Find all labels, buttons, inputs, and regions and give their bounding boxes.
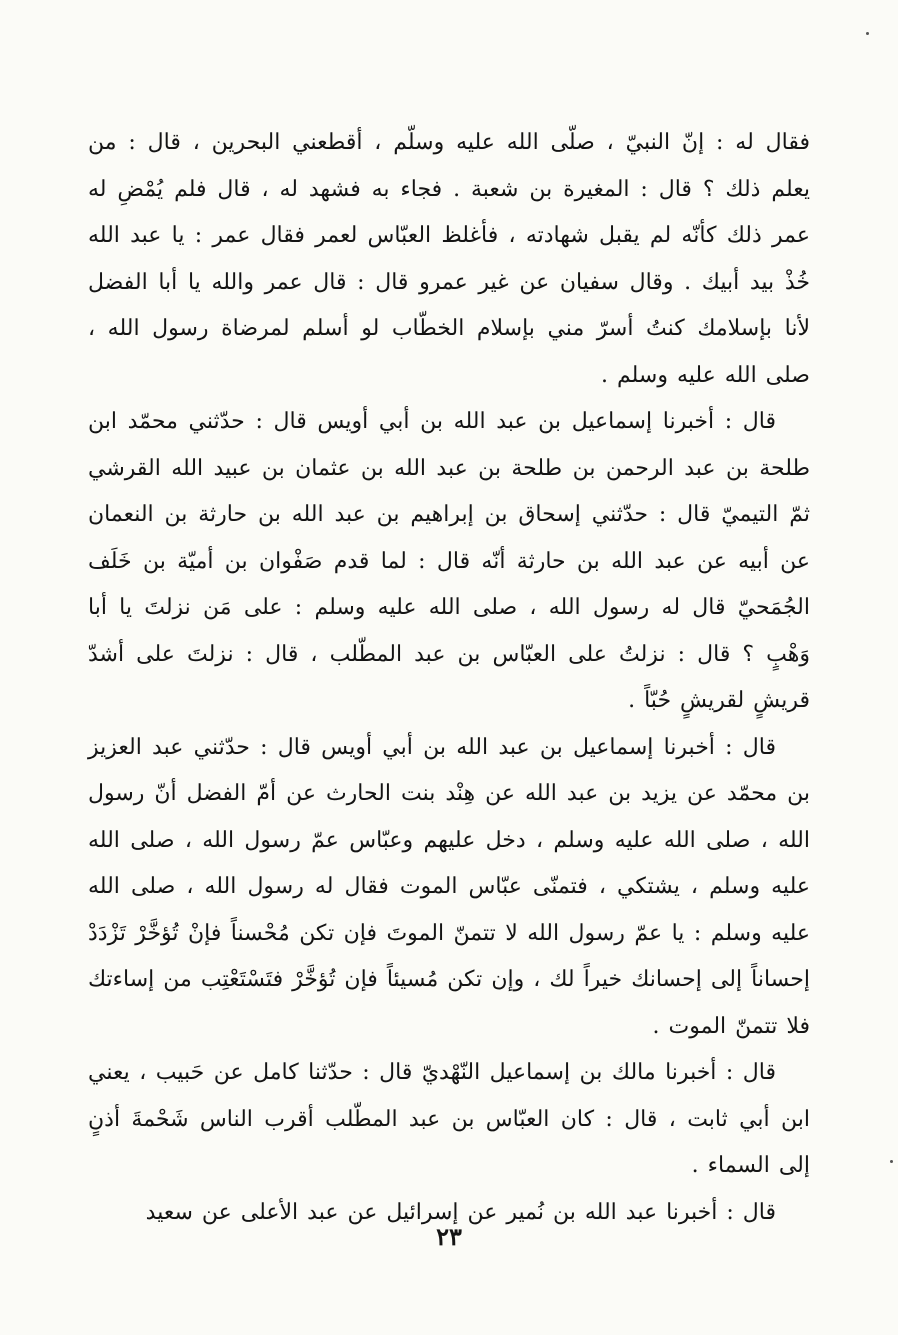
page-body — [88, 120, 810, 1225]
paragraph-3: قال : أخبرنا إسماعيل بن عبد الله بن أبي أويس قال : حدّثني عبد العزيز بن محمّد عن يزيد بن عبد الله عن هِنْد بنت الحارث عن أمّ الفضل أنّ رسول الله ، صلى الله عليه وسلم ، دخل عليهم وعبّاس عمّ رسول الله ، صلى الله عليه وسلم ، يشتكي ، فتمنّى عبّاس الموت فقال له رسول الله ، صلى الله عليه وسلم : يا عمّ رسول الله لا تتمنّ الموتَ فإن تكن مُحْسناً فإنْ تُؤخَّرْ تَزْدَدْ إحساناً إلى إحسانك خيراً لك ، وإن تكن مُسيئاً فإن تُؤخَّرْ فتَسْتَعْتِب من إساءتك فلا تتمنّ الموت . — [88, 734, 810, 1039]
paragraph-2: قال : أخبرنا إسماعيل بن عبد الله بن أبي أويس قال : حدّثني محمّد ابن طلحة بن عبد الرحمن بن طلحة بن عبد الله بن عثمان بن عبيد الله القرشي ثمّ التيميّ قال : حدّثني إسحاق بن إبراهيم بن عبد الله بن حارثة بن النعمان عن أبيه عن عبد الله بن حارثة أنّه قال : لما قدم صَفْوان بن أميّة بن خَلَف الجُمَحيّ قال له رسول الله ، صلى الله عليه وسلم : على مَن نزلتَ يا أبا وَهْبٍ ؟ قال : نزلتُ على العبّاس بن عبد المطّلب ، قال : نزلتَ على أشدّ قريشٍ لقريشٍ حُبّاً . — [88, 409, 810, 713]
scan-speck — [890, 1160, 893, 1163]
page-number: ٢٣ — [436, 1222, 462, 1251]
paragraph-4: قال : أخبرنا مالك بن إسماعيل النّهْديّ قال : حدّثنا كامل عن حَبيب ، يعني ابن أبي ثابت ، قال : كان العبّاس بن عبد المطّلب أقرب الناس شَحْمةَ أذنٍ إلى السماء . — [88, 1060, 810, 1178]
scan-speck — [866, 32, 869, 35]
paragraph-5: قال : أخبرنا عبد الله بن نُمير عن إسرائيل عن عبد الأعلى عن سعيد — [145, 1199, 776, 1225]
paragraph-1: فقال له : إنّ النبيّ ، صلّى الله عليه وسلّم ، أقطعني البحرين ، قال : من يعلم ذلك ؟ قال : المغيرة بن شعبة . فجاء به فشهد له ، قال فلم يُمْضِ له عمر ذلك كأنّه لم يقبل شهادته ، فأغلظ العبّاس لعمر فقال عمر : يا عبد الله خُذْ بيد أبيك . وقال سفيان عن غير عمرو قال : قال عمر والله يا أبا الفضل لأنا بإسلامك كنتُ أسرّ مني بإسلام الخطّاب لو أسلم لمرضاة رسول الله ، صلى الله عليه وسلم . — [88, 130, 810, 388]
